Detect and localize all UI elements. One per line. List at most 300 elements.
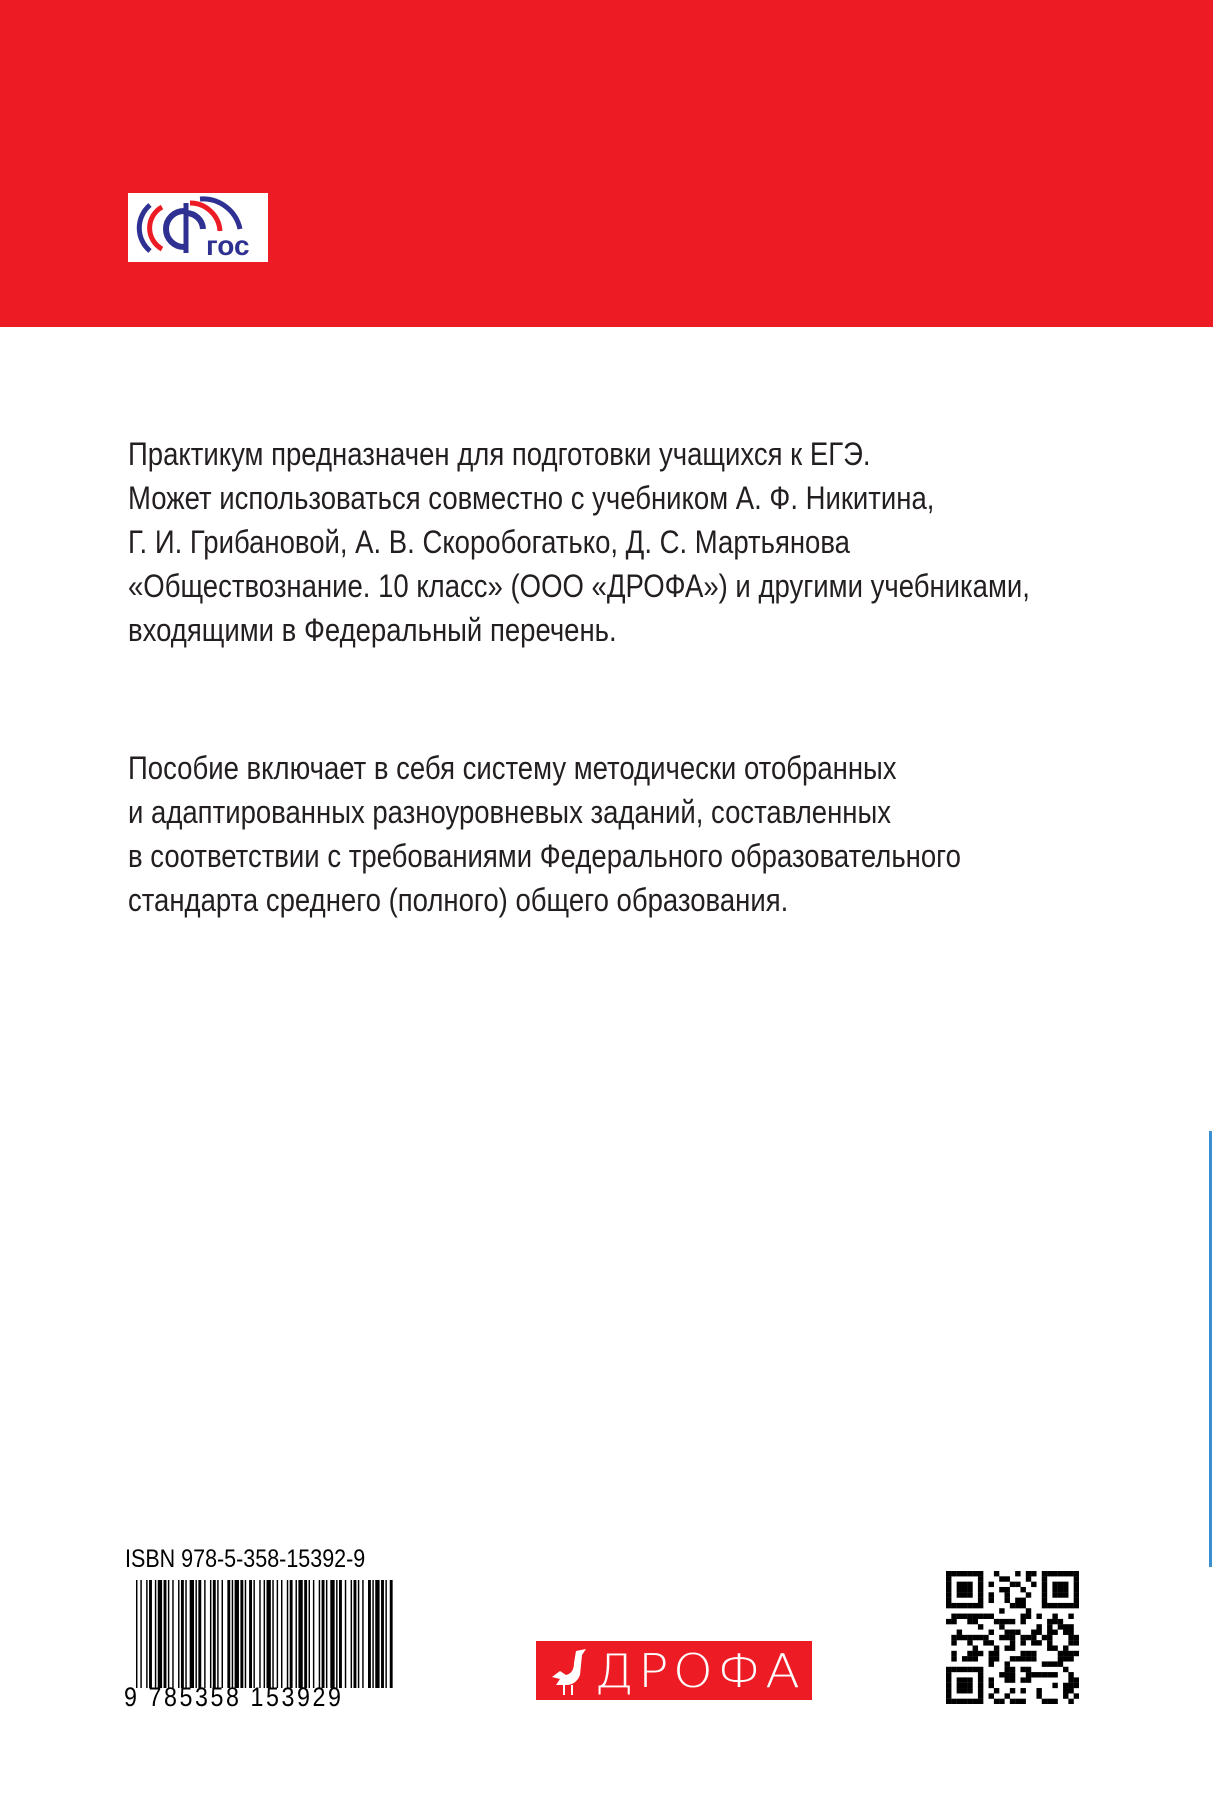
qr-module [1047,1624,1052,1629]
qr-module [1063,1603,1068,1608]
qr-module [967,1635,972,1640]
qr-module [1068,1630,1073,1635]
barcode-bar [267,1580,271,1688]
qr-module [1074,1576,1079,1581]
qr-module [978,1683,983,1688]
text-line: в соответствии с требованиями Федерального образовательного [128,838,961,874]
qr-module [1068,1614,1073,1619]
qr-module [978,1699,983,1704]
barcode-bar [178,1580,179,1688]
qr-module [1036,1614,1041,1619]
qr-module [967,1667,972,1672]
qr-module [946,1587,951,1592]
qr-module [957,1699,962,1704]
qr-module [1074,1693,1079,1698]
qr-module [989,1661,994,1666]
barcode-bar [185,1580,186,1688]
qr-module [1042,1635,1047,1640]
qr-module [1026,1571,1031,1576]
qr-module [978,1582,983,1587]
qr-module [1047,1571,1052,1576]
qr-module [1031,1640,1036,1645]
qr-module [1063,1571,1068,1576]
qr-module [962,1667,967,1672]
qr-module [1036,1630,1041,1635]
barcode-bar [168,1580,169,1688]
barcode-bar [259,1580,260,1688]
barcode-bar [354,1580,357,1688]
bird-icon [546,1645,596,1697]
qr-module [1010,1582,1015,1587]
qr-module [1058,1592,1063,1597]
qr-module [1020,1619,1025,1624]
qr-module [1042,1587,1047,1592]
text-line: Может использоваться совместно с учебником А. Ф. Никитина, [128,480,935,516]
barcode-bar [298,1580,302,1688]
qr-module [1058,1582,1063,1587]
qr-module [1068,1688,1073,1693]
qr-module [1026,1576,1031,1581]
qr-module [1005,1645,1010,1650]
qr-module [989,1592,994,1597]
qr-module [989,1651,994,1656]
qr-module [1005,1672,1010,1677]
qr-module [1015,1603,1020,1608]
qr-module [1047,1635,1052,1640]
qr-module [1020,1635,1025,1640]
qr-module [978,1598,983,1603]
qr-module [962,1592,967,1597]
barcode-bar [149,1580,152,1688]
qr-module [1052,1614,1057,1619]
qr-module [1042,1582,1047,1587]
qr-module [1058,1656,1063,1661]
barcode-bar [181,1580,184,1688]
qr-module [1068,1571,1073,1576]
qr-module [994,1571,999,1576]
qr-module [978,1576,983,1581]
qr-module [951,1699,956,1704]
text-line: Практикум предназначен для подготовки учащихся к ЕГЭ. [128,436,871,472]
qr-module [1047,1640,1052,1645]
barcode-bar [136,1580,137,1688]
qr-module [978,1635,983,1640]
barcode-bar [277,1580,278,1688]
qr-module [967,1656,972,1661]
qr-module [1042,1699,1047,1704]
qr-module [1063,1693,1068,1698]
qr-module [1063,1651,1068,1656]
qr-module [967,1582,972,1587]
barcode-bar [158,1580,162,1688]
barcode-bar [272,1580,273,1688]
qr-module [967,1688,972,1693]
barcode-bar [249,1580,252,1688]
qr-module [1042,1571,1047,1576]
qr-module [1074,1603,1079,1608]
qr-module [1058,1603,1063,1608]
qr-module [946,1619,951,1624]
qr-module [1005,1619,1010,1624]
fgos-logo [128,193,268,262]
qr-module [1063,1667,1068,1672]
barcode-bar [319,1580,320,1688]
qr-module [1031,1582,1036,1587]
qr-module [946,1699,951,1704]
qr-module [989,1683,994,1688]
qr-module [1026,1667,1031,1672]
edge-line [1209,1131,1212,1567]
qr-module [1010,1635,1015,1640]
text-line: входящими в Федеральный перечень. [128,612,617,648]
qr-module [967,1699,972,1704]
svg-text:гос: гос [206,230,250,261]
qr-module [1005,1635,1010,1640]
barcode-bar [385,1580,386,1688]
barcode-bar [204,1580,205,1688]
qr-module [1052,1672,1057,1677]
qr-module [946,1672,951,1677]
barcode-bar [235,1580,239,1688]
qr-module [957,1603,962,1608]
qr-module [967,1592,972,1597]
qr-module [1047,1661,1052,1666]
qr-module [1005,1587,1010,1592]
qr-module [1058,1619,1063,1624]
qr-module [1074,1587,1079,1592]
text-line: Г. И. Грибановой, А. В. Скоробогатько, Д. С. Мартьянова [128,524,850,560]
description-paragraph-2 [128,746,961,922]
qr-module [994,1619,999,1624]
qr-module [978,1603,983,1608]
qr-module [978,1624,983,1629]
qr-module [962,1699,967,1704]
qr-module [978,1672,983,1677]
qr-module [951,1656,956,1661]
qr-module [1015,1699,1020,1704]
qr-module [1042,1603,1047,1608]
publisher-logo [536,1641,812,1700]
qr-module [1010,1640,1015,1645]
qr-module [957,1630,962,1635]
qr-module [1068,1635,1073,1640]
text-line: стандарта среднего (полного) общего образования. [128,882,789,918]
qr-module [951,1640,956,1645]
qr-module [1020,1587,1025,1592]
qr-module [989,1693,994,1698]
qr-module [1068,1603,1073,1608]
qr-module [1005,1630,1010,1635]
qr-module [957,1582,962,1587]
qr-module [1068,1651,1073,1656]
qr-module [1068,1672,1073,1677]
qr-module [962,1582,967,1587]
qr-module [1074,1582,1079,1587]
barcode-bar [330,1580,334,1688]
qr-code-icon [946,1571,1079,1704]
qr-module [1010,1688,1015,1693]
qr-module [1005,1693,1010,1698]
qr-module [999,1608,1004,1613]
barcode-bar [304,1580,307,1688]
qr-module [1005,1661,1010,1666]
qr-module [999,1587,1004,1592]
qr-module [1052,1571,1057,1576]
qr-module [1047,1672,1052,1677]
qr-module [989,1677,994,1682]
qr-module [951,1614,956,1619]
qr-module [1063,1683,1068,1688]
qr-module [1058,1571,1063,1576]
qr-module [1010,1630,1015,1635]
qr-module [1068,1699,1073,1704]
qr-module [1047,1619,1052,1624]
qr-module [973,1614,978,1619]
qr-module [1074,1677,1079,1682]
qr-module [1052,1661,1057,1666]
qr-module [978,1571,983,1576]
qr-module [1058,1624,1063,1629]
qr-module [989,1614,994,1619]
qr-module [1052,1603,1057,1608]
qr-module [1010,1656,1015,1661]
qr-module [973,1667,978,1672]
qr-module [967,1614,972,1619]
qr-module [957,1688,962,1693]
qr-module [967,1683,972,1688]
qr-module [1015,1571,1020,1576]
qr-module [1068,1677,1073,1682]
qr-module [1063,1656,1068,1661]
qr-module [967,1651,972,1656]
qr-module [973,1699,978,1704]
qr-module [1031,1672,1036,1677]
qr-module [967,1677,972,1682]
barcode-bar [358,1580,359,1688]
barcode-bar [296,1580,297,1688]
barcode-bar [240,1580,243,1688]
barcode-bar [339,1580,342,1688]
qr-module [1074,1635,1079,1640]
barcode-bar [362,1580,363,1688]
qr-module [1074,1571,1079,1576]
barcode-bar [227,1580,230,1688]
qr-module [1026,1651,1031,1656]
qr-module [951,1603,956,1608]
qr-module [1047,1645,1052,1650]
qr-module [1015,1582,1020,1587]
qr-module [1020,1640,1025,1645]
barcode-bar [210,1580,211,1688]
barcode-bar [287,1580,288,1688]
text-line: Пособие включает в себя систему методически отобранных [128,750,897,786]
barcode-bar [368,1580,371,1688]
qr-module [1068,1683,1073,1688]
qr-module [946,1667,951,1672]
qr-module [1020,1598,1025,1603]
qr-module [1058,1587,1063,1592]
qr-module [973,1635,978,1640]
qr-module [1036,1688,1041,1693]
qr-module [1058,1661,1063,1666]
qr-module [1015,1656,1020,1661]
barcode-bar [281,1580,282,1688]
qr-module [1020,1651,1025,1656]
qr-module [957,1667,962,1672]
qr-module [989,1582,994,1587]
barcode-bar [164,1580,167,1688]
qr-module [1074,1592,1079,1597]
qr-module [1068,1640,1073,1645]
qr-module [1031,1630,1036,1635]
qr-module [951,1571,956,1576]
barcode-bar [222,1580,223,1688]
barcode-bar [322,1580,325,1688]
qr-module [1074,1598,1079,1603]
qr-module [1031,1635,1036,1640]
qr-module [1020,1656,1025,1661]
qr-module [1020,1677,1025,1682]
qr-module [1068,1624,1073,1629]
barcode-bar [172,1580,173,1688]
qr-module [946,1576,951,1581]
qr-module [989,1640,994,1645]
barcode-bar [264,1580,265,1688]
qr-module [1052,1699,1057,1704]
qr-module [1063,1630,1068,1635]
qr-module [1005,1576,1010,1581]
qr-module [946,1677,951,1682]
qr-module [1020,1614,1025,1619]
qr-module [957,1683,962,1688]
qr-module [946,1683,951,1688]
barcode-bar [232,1580,233,1688]
qr-module [978,1651,983,1656]
qr-module [994,1651,999,1656]
barcode-bar [245,1580,246,1688]
barcode-bar [217,1580,218,1688]
qr-module [1005,1667,1010,1672]
qr-module [989,1630,994,1635]
qr-module [962,1587,967,1592]
text-line: «Обществознание. 10 класс» (ООО «ДРОФА») и другими учебниками, [128,568,1030,604]
qr-module [1063,1592,1068,1597]
qr-module [951,1667,956,1672]
qr-module [1015,1598,1020,1603]
qr-module [1020,1699,1025,1704]
qr-module [973,1619,978,1624]
qr-module [978,1592,983,1597]
qr-module [983,1614,988,1619]
qr-module [962,1688,967,1693]
qr-module [989,1598,994,1603]
qr-module [957,1587,962,1592]
qr-module [967,1587,972,1592]
qr-module [978,1688,983,1693]
qr-module [967,1571,972,1576]
qr-module [951,1619,956,1624]
qr-module [1036,1640,1041,1645]
qr-module [1074,1651,1079,1656]
qr-module [994,1699,999,1704]
qr-module [1020,1603,1025,1608]
qr-module [967,1640,972,1645]
qr-module [983,1635,988,1640]
qr-module [946,1582,951,1587]
qr-module [1010,1672,1015,1677]
qr-module [1068,1656,1073,1661]
qr-module [999,1635,1004,1640]
qr-module [1052,1683,1057,1688]
barcode-bar [146,1580,147,1688]
barcode-bar [390,1580,393,1688]
qr-module [999,1619,1004,1624]
qr-module [1010,1603,1015,1608]
qr-module [1063,1624,1068,1629]
qr-module [1047,1699,1052,1704]
qr-module [951,1651,956,1656]
qr-module [946,1693,951,1698]
qr-module [1042,1576,1047,1581]
barcode-bar [345,1580,346,1688]
barcode-bar [309,1580,310,1688]
qr-module [957,1592,962,1597]
barcode-bar [290,1580,293,1688]
qr-module [962,1677,967,1682]
qr-module [1031,1571,1036,1576]
qr-module [1026,1608,1031,1613]
barcode-bar [198,1580,201,1688]
qr-module [946,1571,951,1576]
qr-module [1058,1651,1063,1656]
qr-module [1010,1699,1015,1704]
qr-module [989,1656,994,1661]
qr-module [1010,1645,1015,1650]
qr-module [1036,1624,1041,1629]
qr-module [1036,1693,1041,1698]
qr-module [973,1571,978,1576]
qr-module [1052,1630,1057,1635]
barcode-bar [155,1580,156,1688]
qr-module [1026,1672,1031,1677]
barcode-bar [336,1580,337,1688]
barcode-bar [375,1580,379,1688]
qr-module [994,1656,999,1661]
qr-module [983,1640,988,1645]
isbn-label: ISBN 978-5-358-15392-9 [125,1545,366,1573]
qr-module [1026,1635,1031,1640]
qr-module [946,1603,951,1608]
qr-module [1005,1598,1010,1603]
qr-module [973,1651,978,1656]
qr-module [946,1592,951,1597]
barcode-bar [326,1580,327,1688]
description-paragraph-1 [128,432,1030,652]
qr-module [1015,1630,1020,1635]
qr-module [1063,1587,1068,1592]
publisher-name: ДРОФА [594,1643,805,1698]
barcode-bar [190,1580,194,1688]
qr-module [1020,1688,1025,1693]
qr-module [946,1598,951,1603]
qr-module [1042,1598,1047,1603]
qr-module [1031,1651,1036,1656]
qr-module [1047,1630,1052,1635]
qr-module [1052,1592,1057,1597]
qr-module [999,1672,1004,1677]
qr-module [973,1656,978,1661]
qr-module [1026,1614,1031,1619]
